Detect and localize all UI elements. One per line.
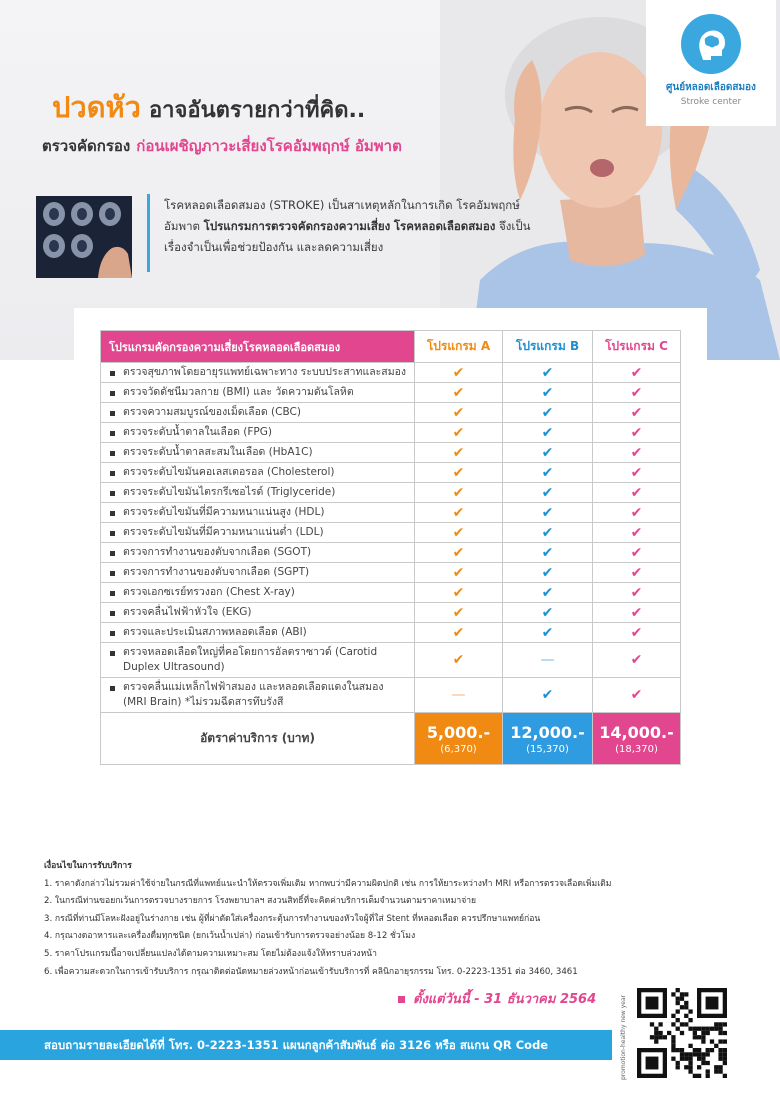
- check-icon: ✔: [541, 504, 554, 521]
- intro-accent-bar: [147, 194, 150, 272]
- table-header-row: [101, 331, 681, 363]
- program-a-cell: [415, 403, 503, 423]
- subheadline-pink: ก่อนเผชิญภาวะเสี่ยงโรคอัมพฤกษ์ อัมพาต: [136, 137, 402, 155]
- row-item-label: ตรวจสุขภาพโดยอายุรแพทย์เฉพาะทาง ระบบประสาทและสมอง: [101, 363, 415, 383]
- subheadline-dark: ตรวจคัดกรอง: [42, 137, 131, 155]
- check-icon: ✔: [630, 687, 643, 703]
- promotion-deadline: [398, 988, 596, 1009]
- check-icon: ✔: [452, 652, 465, 668]
- table-row: [101, 623, 681, 643]
- program-b-cell: [503, 483, 593, 503]
- price-program-b: [503, 713, 593, 765]
- check-icon: ✔: [630, 624, 643, 641]
- row-item-label: ตรวจหลอดเลือดใหญ่ที่คอโดยการอัลตราซาวด์ (Carotid Duplex Ultrasound): [101, 643, 415, 678]
- dash-icon: —: [540, 652, 555, 668]
- program-c-cell: [593, 503, 681, 523]
- program-b-cell: [503, 363, 593, 383]
- check-icon: ✔: [630, 384, 643, 401]
- program-c-cell: [593, 443, 681, 463]
- check-icon: ✔: [541, 464, 554, 481]
- logo-name-english: Stroke center: [680, 97, 742, 107]
- program-b-cell: [503, 423, 593, 443]
- price-program-a: [415, 713, 503, 765]
- program-a-cell: [415, 623, 503, 643]
- table-row: [101, 403, 681, 423]
- price-row: [101, 713, 681, 765]
- program-c-cell: [593, 543, 681, 563]
- price-b-value: 12,000.-: [510, 722, 585, 742]
- check-icon: ✔: [630, 464, 643, 481]
- headline-main: ปวดหัว: [52, 90, 141, 124]
- check-icon: ✔: [541, 604, 554, 621]
- row-item-label: ตรวจระดับไขมันที่มีความหนาแน่นสูง (HDL): [101, 503, 415, 523]
- row-item-label: ตรวจระดับไขมันคอเลสเตอรอล (Cholesterol): [101, 463, 415, 483]
- table-row: [101, 583, 681, 603]
- program-b-cell: [503, 383, 593, 403]
- row-item-label: ตรวจระดับไขมันที่มีความหนาแน่นต่ำ (LDL): [101, 523, 415, 543]
- program-c-cell: [593, 623, 681, 643]
- check-icon: ✔: [541, 624, 554, 641]
- program-c-cell: [593, 423, 681, 443]
- program-a-cell: [415, 643, 503, 678]
- program-a-cell: [415, 603, 503, 623]
- row-item-label: ตรวจและประเมินสภาพหลอดเลือด (ABI): [101, 623, 415, 643]
- logo-name-thai: ศูนย์หลอดเลือดสมอง: [666, 82, 756, 93]
- check-icon: ✔: [630, 544, 643, 561]
- program-a-cell: [415, 678, 503, 713]
- row-item-label: ตรวจเอกซเรย์ทรวงอก (Chest X-ray): [101, 583, 415, 603]
- program-a-cell: [415, 483, 503, 503]
- dash-icon: —: [451, 687, 466, 703]
- hero-banner: [0, 0, 780, 360]
- intro-paragraph: [164, 195, 544, 258]
- check-icon: ✔: [630, 444, 643, 461]
- program-b-cell: [503, 583, 593, 603]
- check-icon: ✔: [541, 404, 554, 421]
- deadline-text: ตั้งแต่วันนี้ - 31 ธันวาคม 2564: [413, 992, 597, 1007]
- brain-scan-image: [36, 196, 132, 278]
- program-c-cell: [593, 383, 681, 403]
- condition-item: 3. กรณีที่ท่านมีโลหะฝังอยู่ในร่างกาย เช่น ผู้ที่ผ่าตัดใส่เครื่องกระตุ้นการทำงานของหัวใจผู้ที่ใส่ Stent ที่หลอดเลือด ควรปรึกษาแพทย์ก่อน: [44, 913, 541, 924]
- check-icon: ✔: [541, 524, 554, 541]
- program-b-cell: [503, 403, 593, 423]
- check-icon: ✔: [452, 384, 465, 401]
- check-icon: ✔: [452, 464, 465, 481]
- check-icon: ✔: [541, 484, 554, 501]
- row-item-label: ตรวจการทำงานของตับจากเลือด (SGPT): [101, 563, 415, 583]
- condition-item: 5. ราคาโปรแกรมนี้อาจเปลี่ยนแปลงได้ตามความเหมาะสม โดยไม่ต้องแจ้งให้ทราบล่วงหน้า: [44, 948, 377, 959]
- row-item-label: ตรวจคลื่นแม่เหล็กไฟฟ้าสมอง และหลอดเลือดแดงในสมอง (MRI Brain) *ไม่รวมฉีดสารทึบรังสี: [101, 678, 415, 713]
- table-row: [101, 503, 681, 523]
- program-b-cell: [503, 443, 593, 463]
- table-row: [101, 483, 681, 503]
- program-a-cell: [415, 423, 503, 443]
- program-c-cell: [593, 403, 681, 423]
- check-icon: ✔: [452, 424, 465, 441]
- check-icon: ✔: [452, 444, 465, 461]
- row-item-label: ตรวจคลื่นไฟฟ้าหัวใจ (EKG): [101, 603, 415, 623]
- condition-item: 2. ในกรณีท่านขอยกเว้นการตรวจบางรายการ โรงพยาบาลฯ สงวนสิทธิ์ที่จะคิดค่าบริการเต็มจำนวนตามราคาเหมาจ่าย: [44, 896, 477, 907]
- subheadline: [42, 134, 402, 158]
- check-icon: ✔: [452, 484, 465, 501]
- program-a-cell: [415, 583, 503, 603]
- check-icon: ✔: [541, 444, 554, 461]
- table-row: [101, 563, 681, 583]
- program-table: [100, 330, 681, 765]
- check-icon: ✔: [630, 404, 643, 421]
- program-card: [74, 308, 707, 848]
- program-a-cell: [415, 363, 503, 383]
- check-icon: ✔: [630, 484, 643, 501]
- program-c-cell: [593, 363, 681, 383]
- program-b-cell: [503, 623, 593, 643]
- price-c-normal: (18,370): [615, 743, 658, 755]
- check-icon: ✔: [452, 564, 465, 581]
- check-icon: ✔: [630, 584, 643, 601]
- column-program-b: โปรแกรม B: [503, 331, 593, 363]
- program-b-cell: [503, 563, 593, 583]
- check-icon: ✔: [452, 544, 465, 561]
- headline-rest: อาจอันตรายกว่าที่คิด..: [148, 98, 366, 123]
- program-c-cell: [593, 643, 681, 678]
- program-b-cell: [503, 463, 593, 483]
- table-row: [101, 603, 681, 623]
- program-c-cell: [593, 523, 681, 543]
- table-row: [101, 443, 681, 463]
- program-c-cell: [593, 678, 681, 713]
- conditions-heading: เงื่อนไขในการรับบริการ: [44, 861, 132, 871]
- table-row: [101, 383, 681, 403]
- service-conditions: [44, 858, 744, 981]
- price-a-value: 5,000.-: [426, 722, 491, 742]
- table-row: [101, 463, 681, 483]
- check-icon: ✔: [630, 564, 643, 581]
- program-b-cell: [503, 543, 593, 563]
- row-item-label: ตรวจระดับน้ำตาลในเลือด (FPG): [101, 423, 415, 443]
- check-icon: ✔: [452, 624, 465, 641]
- program-b-cell: [503, 503, 593, 523]
- row-item-label: ตรวจระดับไขมันไตรกรีเซอไรด์ (Triglyceride): [101, 483, 415, 503]
- row-item-label: ตรวจความสมบูรณ์ของเม็ดเลือด (CBC): [101, 403, 415, 423]
- program-c-cell: [593, 603, 681, 623]
- program-a-cell: [415, 463, 503, 483]
- check-icon: ✔: [541, 424, 554, 441]
- check-icon: ✔: [541, 584, 554, 601]
- headline: [52, 84, 365, 130]
- column-program-c: โปรแกรม C: [593, 331, 681, 363]
- intro-bold-2: โรคหลอดเลือดสมอง: [393, 219, 496, 233]
- table-row: [101, 363, 681, 383]
- program-b-cell: [503, 603, 593, 623]
- check-icon: ✔: [630, 424, 643, 441]
- check-icon: ✔: [452, 404, 465, 421]
- condition-item: 1. ราคาดังกล่าวไม่รวมค่าใช้จ่ายในกรณีที่แพทย์แนะนำให้ตรวจเพิ่มเติม หากพบว่ามีความผิดปกติ เช่น การให้ยาระหว่างทำ MRI หรือการตรวจเลือดเพิ่มเติม: [44, 878, 612, 889]
- table-header-title: โปรแกรมคัดกรองความเสี่ยงโรคหลอดเลือดสมอง: [101, 331, 415, 363]
- check-icon: ✔: [630, 524, 643, 541]
- brain-head-icon: [681, 14, 741, 74]
- condition-item: 4. กรุณางดอาหารและเครื่องดื่มทุกชนิด (ยกเว้นน้ำเปล่า) ก่อนเข้ารับการตรวจอย่างน้อย 8-12 ชั่วโมง: [44, 931, 416, 942]
- program-c-cell: [593, 483, 681, 503]
- table-row: [101, 543, 681, 563]
- check-icon: ✔: [452, 504, 465, 521]
- program-c-cell: [593, 563, 681, 583]
- program-c-cell: [593, 583, 681, 603]
- check-icon: ✔: [541, 687, 554, 703]
- check-icon: ✔: [452, 584, 465, 601]
- column-program-a: โปรแกรม A: [415, 331, 503, 363]
- price-a-normal: (6,370): [440, 743, 477, 755]
- row-item-label: ตรวจวัดดัชนีมวลกาย (BMI) และ วัดความดันโลหิต: [101, 383, 415, 403]
- program-a-cell: [415, 563, 503, 583]
- intro-text-1: โรคหลอดเลือดสมอง (STROKE) เป็นสาเหตุหลักในการเกิด โรคอัมพฤกษ์ อัมพาต: [164, 198, 520, 233]
- program-a-cell: [415, 523, 503, 543]
- check-icon: ✔: [630, 604, 643, 621]
- stroke-center-logo: [646, 0, 776, 126]
- program-a-cell: [415, 503, 503, 523]
- table-row: [101, 423, 681, 443]
- price-label: อัตราค่าบริการ (บาท): [101, 713, 415, 765]
- contact-footer: สอบถามรายละเอียดได้ที่ โทร. 0-2223-1351 แผนกลูกค้าสัมพันธ์ ต่อ 3126 หรือ สแกน QR Code: [0, 1030, 612, 1060]
- check-icon: ✔: [541, 564, 554, 581]
- program-b-cell: [503, 678, 593, 713]
- check-icon: ✔: [452, 364, 465, 381]
- check-icon: ✔: [452, 524, 465, 541]
- price-b-normal: (15,370): [526, 743, 569, 755]
- program-a-cell: [415, 383, 503, 403]
- table-body: [101, 363, 681, 713]
- row-item-label: ตรวจการทำงานของตับจากเลือด (SGOT): [101, 543, 415, 563]
- program-b-cell: [503, 643, 593, 678]
- row-item-label: ตรวจระดับน้ำตาลสะสมในเลือด (HbA1C): [101, 443, 415, 463]
- qr-code[interactable]: [637, 988, 727, 1078]
- condition-item: 6. เพื่อความสะดวกในการเข้ารับบริการ กรุณาติดต่อนัดหมายล่วงหน้าก่อนเข้ารับบริการที่ คลินิกอายุรกรรม โทร. 0-2223-1351 ต่อ 3460, 3461: [44, 966, 578, 977]
- check-icon: ✔: [452, 604, 465, 621]
- qr-tag-text: promotion-healthy new year: [620, 994, 627, 1080]
- intro-bold-1: โปรแกรมการตรวจคัดกรองความเสี่ยง: [203, 219, 391, 233]
- program-b-cell: [503, 523, 593, 543]
- table-row: [101, 523, 681, 543]
- table-row: [101, 678, 681, 713]
- program-a-cell: [415, 443, 503, 463]
- program-a-cell: [415, 543, 503, 563]
- table-row: [101, 643, 681, 678]
- price-program-c: [593, 713, 681, 765]
- pink-square-icon: [398, 996, 405, 1003]
- program-c-cell: [593, 463, 681, 483]
- check-icon: ✔: [630, 504, 643, 521]
- price-c-value: 14,000.-: [599, 722, 674, 742]
- intro-text-2: จึงเป็นเรื่องจำเป็นเพื่อช่วยป้องกัน และลดความเสี่ยง: [164, 219, 531, 254]
- check-icon: ✔: [541, 384, 554, 401]
- check-icon: ✔: [541, 544, 554, 561]
- check-icon: ✔: [630, 364, 643, 381]
- check-icon: ✔: [630, 652, 643, 668]
- check-icon: ✔: [541, 364, 554, 381]
